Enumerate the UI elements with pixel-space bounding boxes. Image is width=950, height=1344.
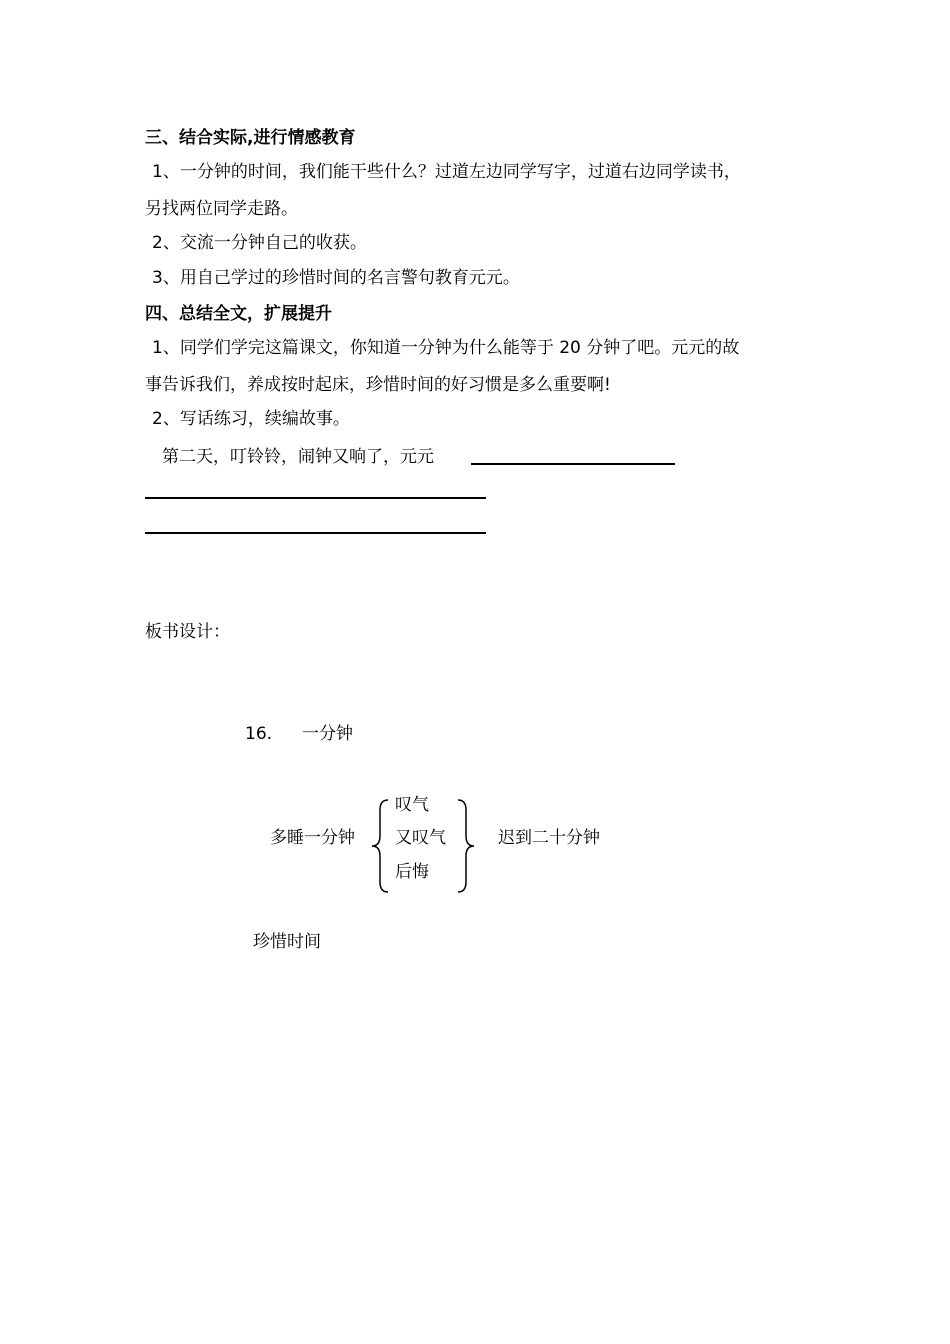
section4-item1-line2: 事告诉我们，养成按时起床，珍惜时间的好习惯是多么重要啊! — [145, 375, 611, 395]
section3-item3: 3、用自己学过的珍惜时间的名言警句教育元元。 — [152, 268, 520, 288]
section3-heading: 三、结合实际,进行情感教育 — [145, 128, 356, 148]
section4-item1-line1: 1、同学们学完这篇课文，你知道一分钟为什么能等于 20 分钟了吧。元元的故 — [152, 338, 740, 358]
board-design-label: 板书设计： — [145, 622, 230, 642]
board-conclusion: 珍惜时间 — [253, 932, 321, 952]
board-branch-1: 叹气 — [395, 795, 429, 815]
left-brace-icon — [368, 798, 392, 894]
section4-item2: 2、写话练习，续编故事。 — [152, 409, 350, 429]
lesson-title: 一分钟 — [302, 724, 353, 744]
section3-item1-line1: 1、一分钟的时间，我们能干些什么？过道左边同学写字，过道右边同学读书， — [152, 162, 741, 182]
board-left-phrase: 多睡一分钟 — [270, 828, 355, 848]
board-right-phrase: 迟到二十分钟 — [498, 828, 600, 848]
right-brace-icon — [454, 798, 478, 894]
writing-blank-3 — [145, 532, 486, 534]
story-prompt: 第二天，叮铃铃，闹钟又响了，元元 — [162, 447, 434, 467]
writing-blank-1 — [471, 463, 675, 465]
board-branch-3: 后悔 — [395, 862, 429, 882]
section4-heading: 四、总结全文，扩展提升 — [145, 304, 332, 324]
section3-item1-line2: 另找两位同学走路。 — [145, 199, 298, 219]
lesson-number: 16. — [245, 724, 273, 744]
section3-item2: 2、交流一分钟自己的收获。 — [152, 233, 367, 253]
writing-blank-2 — [145, 497, 486, 499]
board-branch-2: 又叹气 — [395, 828, 446, 848]
